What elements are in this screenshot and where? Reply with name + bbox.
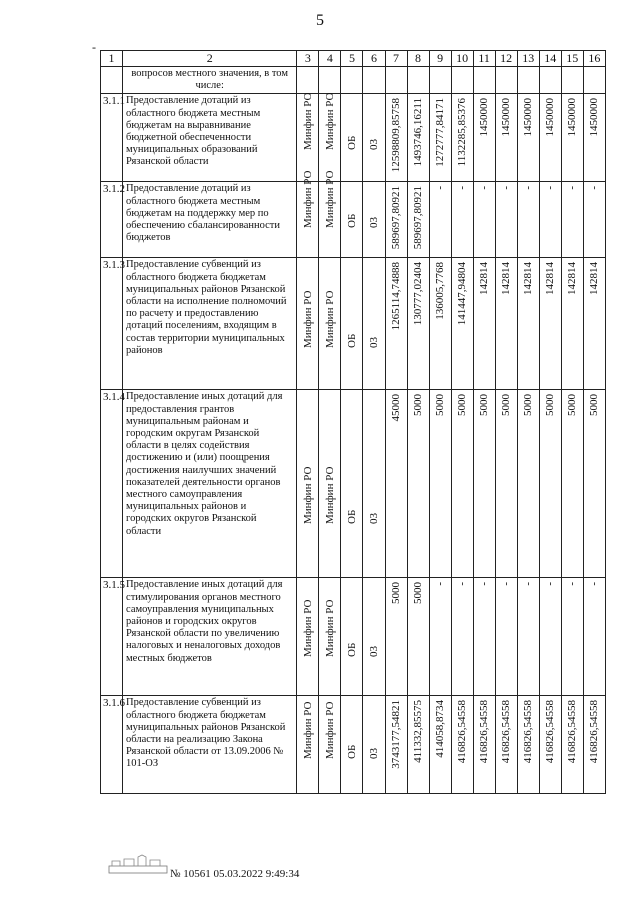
cell-value-8 [407,696,429,794]
cell-value-11 [473,94,495,182]
cell-text: 411332,85575 [412,700,425,764]
cell-c3 [297,258,319,390]
cell-text: Минфин РО [323,467,336,525]
cell-text: 416826,54558 [456,700,469,764]
cell-text: 416826,54558 [478,700,491,764]
cell-text: 5000 [544,394,557,417]
cell-c6 [363,94,385,182]
cell-value-8 [407,182,429,258]
cell-text: Минфин РО [323,93,336,151]
cell-c5 [341,578,363,696]
cell-text: 5000 [390,582,403,605]
cell-value-15 [561,578,583,696]
cell-c3 [297,94,319,182]
cell-text: - [478,186,491,191]
row-description: Предоставление иных дотаций для предоставления грантов муниципальным районам и городским округам Рязанской области в целях содействия достижению и (или) поощрения достижения наилучших значений показателей деятельности органов местного самоуправления муниципальных районов и городских округов Рязанской области [123,390,297,578]
cell-value-14 [539,182,561,258]
cell-text: 03 [367,139,380,151]
cell-text: 1450000 [544,98,557,137]
cell-value-11 [473,696,495,794]
cell-text: Минфин РО [301,171,314,229]
cell-value-16 [583,578,605,696]
cell-text: 142814 [522,262,535,296]
cell-value-11 [473,390,495,578]
cell-text: - [478,582,491,587]
cell-value-7 [385,94,407,182]
cell-text: - [566,186,579,191]
column-header-10: 10 [451,51,473,67]
cell-value-12 [495,696,517,794]
cell-text: - [522,186,535,191]
cell-c4 [319,696,341,794]
cell-c5 [341,182,363,258]
cell-c4 [319,258,341,390]
cell-value-7 [385,258,407,390]
cell-text: ОБ [345,136,358,151]
cell-text: 03 [367,748,380,760]
cell-text: 5000 [566,394,579,417]
cell-text: 589697,80921 [390,186,403,250]
cell-value-10 [451,94,473,182]
cell-value-9 [429,390,451,578]
cell-text: - [456,186,469,191]
cell-c5 [341,258,363,390]
cell-text: Минфин РО [323,600,336,658]
cell-text: - [500,186,513,191]
cell-text: 1450000 [588,98,601,137]
cell-c4 [319,171,341,258]
cell-text: - [566,582,579,587]
cell-value-7 [385,182,407,258]
cell-text: 5000 [522,394,535,417]
document-registration: № 10561 05.03.2022 9:49:34 [170,868,300,880]
cell-value-12 [495,94,517,182]
cell-text: - [434,186,447,191]
cell-value-14 [539,578,561,696]
cell-value-8 [407,390,429,578]
cell-text: Минфин РО [301,702,314,760]
page-number: 5 [316,12,324,29]
cell-text: 5000 [500,394,513,417]
cell-value-13 [517,578,539,696]
row-description: Предоставление субвенций из областного бюджета бюджетам муниципальных районов Рязанской области на реализацию Закона Рязанской области от 13.09.2006 № 101-ОЗ [123,696,297,794]
column-header-16: 16 [583,51,605,67]
cell-value-8 [407,94,429,182]
cell-text: 142814 [478,262,491,296]
cell-text: 1265114,74888 [390,262,403,331]
cell-value-16 [583,696,605,794]
row-number: 3.1.2 [101,182,123,258]
column-header-8: 8 [407,51,429,67]
cell-text: 03 [367,337,380,349]
cell-value-13 [517,258,539,390]
column-header-6: 6 [363,51,385,67]
cell-value-10 [451,390,473,578]
cell-value-13 [517,390,539,578]
cell-value-15 [561,696,583,794]
cell-text: 142814 [500,262,513,296]
column-header-15: 15 [561,51,583,67]
cell-value-11 [473,182,495,258]
cell-text: ОБ [345,510,358,525]
cell-value-16 [583,182,605,258]
cell-value-7 [385,390,407,578]
cell-text: 5000 [456,394,469,417]
cell-value-16 [583,390,605,578]
column-header-9: 9 [429,51,451,67]
cell-value-13 [517,182,539,258]
cell-text: 03 [367,513,380,525]
cell-text: 142814 [544,262,557,296]
cell-text: 03 [367,217,380,229]
cell-text: 12598809,85758 [390,98,403,173]
row-description: Предоставление иных дотаций для стимулирования органов местного самоуправления муниципальных районов и городских округов Рязанской области по увеличению налоговых и неналоговых доходов местных бюджетов [123,578,297,696]
cell-text: 142814 [566,262,579,296]
cell-value-10 [451,182,473,258]
cell-text: 414058,8734 [434,700,447,759]
table-row [101,182,606,258]
cell-text: ОБ [345,643,358,658]
cell-text: 03 [367,646,380,658]
cell-value-8 [407,258,429,390]
cell-c6 [363,182,385,258]
cell-text: 1450000 [522,98,535,137]
column-header-13: 13 [517,51,539,67]
column-header-5: 5 [341,51,363,67]
cell-text: 1132285,85376 [456,98,469,167]
row-number: 3.1.5 [101,578,123,696]
cell-text: 5000 [412,582,425,605]
cell-text: - [456,582,469,587]
cell-text: 3743177,54821 [390,700,403,770]
column-header-1: 1 [101,51,123,67]
table-row [101,258,606,390]
cell-value-14 [539,258,561,390]
cell-text: Минфин РО [301,467,314,525]
cell-text: 141447,94804 [456,262,469,326]
cell-text: 416826,54558 [522,700,535,764]
intro-row [101,67,606,94]
cell-c6 [363,578,385,696]
cell-value-12 [495,182,517,258]
cell-text: 5000 [588,394,601,417]
cell-c3 [297,696,319,794]
cell-text: 1272777,84171 [434,98,447,168]
cell-value-16 [583,94,605,182]
cell-value-12 [495,390,517,578]
cell-text: 416826,54558 [566,700,579,764]
cell-c5 [341,94,363,182]
cell-text: - [500,582,513,587]
cell-text: Минфин РО [301,600,314,658]
cell-value-12 [495,578,517,696]
table-row [101,578,606,696]
intro-text: вопросов местного значения, в том числе: [123,67,297,94]
cell-text: 136005,7768 [434,262,447,321]
cell-c5 [341,390,363,578]
row-description: Предоставление субвенций из областного бюджета бюджетам муниципальных районов Рязанской области на исполнение полномочий по расчету и предоставлению дотаций поселениям, входящим в состав территории муниципальных районов [123,258,297,390]
cell-value-13 [517,696,539,794]
cell-text: - [588,582,601,587]
cell-c6 [363,696,385,794]
column-header-11: 11 [473,51,495,67]
cell-text: 1450000 [478,98,491,137]
table-row [101,390,606,578]
cell-text: - [588,186,601,191]
row-number: 3.1.3 [101,258,123,390]
cell-text: 416826,54558 [588,700,601,764]
row-description: Предоставление дотаций из областного бюджета местным бюджетам на поддержку мер по обеспечению сбалансированности бюджетов [123,182,297,258]
cell-text: - [544,582,557,587]
cell-value-15 [561,390,583,578]
cell-text: 130777,02404 [412,262,425,326]
cell-value-11 [473,578,495,696]
cell-value-7 [385,696,407,794]
cell-value-11 [473,258,495,390]
cell-value-9 [429,182,451,258]
cell-text: Минфин РО [323,702,336,760]
cell-value-9 [429,258,451,390]
row-description: Предоставление дотаций из областного бюджета местным бюджетам на выравнивание бюджетной обеспеченности муниципальных образований Рязанской области [123,94,297,182]
cell-value-14 [539,696,561,794]
cell-value-12 [495,258,517,390]
column-header-7: 7 [385,51,407,67]
cell-value-10 [451,578,473,696]
row-number: 3.1.6 [101,696,123,794]
column-header-3: 3 [297,51,319,67]
cell-text: Минфин РО [323,171,336,229]
cell-text: 1450000 [566,98,579,137]
cell-text: 5000 [412,394,425,417]
cell-text: 416826,54558 [544,700,557,764]
cell-text: Минфин РО [301,291,314,349]
column-header-4: 4 [319,51,341,67]
cell-value-15 [561,258,583,390]
cell-c3 [297,390,319,578]
cell-c4 [319,578,341,696]
cell-c6 [363,258,385,390]
row-number: 3.1.4 [101,390,123,578]
cell-text: Минфин РО [323,291,336,349]
cell-value-9 [429,578,451,696]
cell-value-9 [429,94,451,182]
cell-c5 [341,696,363,794]
cell-text: 45000 [390,394,403,422]
cell-value-14 [539,390,561,578]
cell-value-8 [407,578,429,696]
row-number: 3.1.1 [101,94,123,182]
cell-value-10 [451,696,473,794]
cell-text: Минфин РО [301,93,314,151]
stamp-logo [108,855,170,875]
cell-value-15 [561,94,583,182]
cell-c6 [363,390,385,578]
cell-value-10 [451,258,473,390]
table-row [101,696,606,794]
margin-dash: - [92,40,96,54]
cell-text: - [544,186,557,191]
cell-text: 5000 [478,394,491,417]
cell-text: ОБ [345,214,358,229]
column-header-12: 12 [495,51,517,67]
cell-text: ОБ [345,334,358,349]
header-row [101,51,606,67]
cell-text: 142814 [588,262,601,296]
cell-c4 [319,390,341,578]
cell-value-16 [583,258,605,390]
cell-value-14 [539,94,561,182]
column-header-2: 2 [123,51,297,67]
cell-text: 416826,54558 [500,700,513,764]
cell-text: 589697,80921 [412,186,425,250]
cell-value-13 [517,94,539,182]
budget-table [100,50,606,794]
column-header-14: 14 [539,51,561,67]
cell-value-9 [429,696,451,794]
cell-text: ОБ [345,745,358,760]
cell-c3 [297,578,319,696]
table-row [101,94,606,182]
cell-text: - [522,582,535,587]
cell-value-15 [561,182,583,258]
cell-c4 [319,94,341,182]
cell-value-7 [385,578,407,696]
cell-text: - [434,582,447,587]
cell-c3 [297,171,319,258]
cell-text: 1493746,16211 [412,98,425,167]
cell-text: 5000 [434,394,447,417]
cell-text: 1450000 [500,98,513,137]
